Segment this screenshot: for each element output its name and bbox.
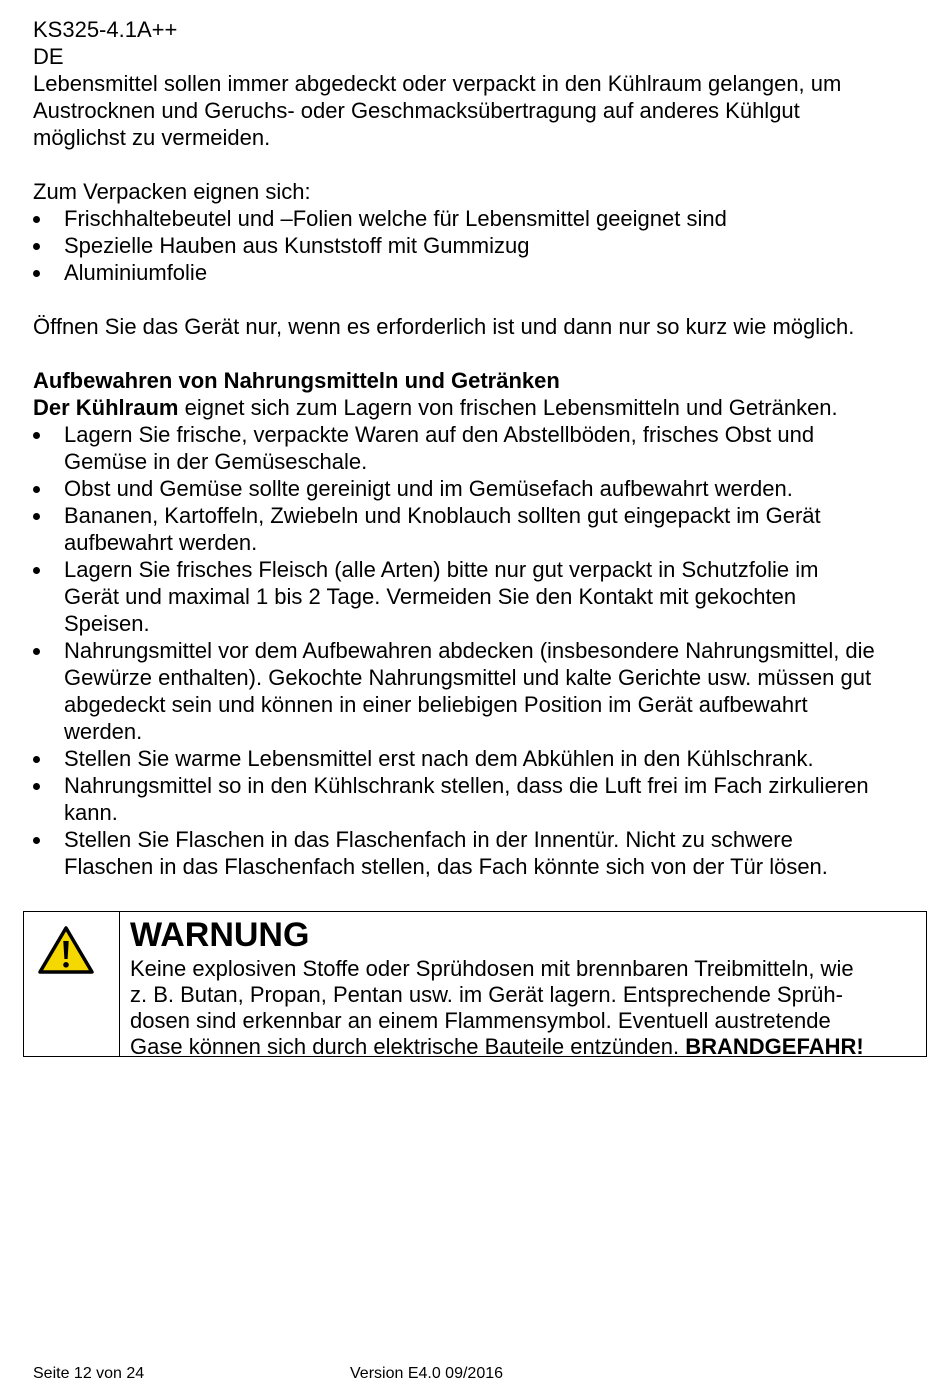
bullet-icon xyxy=(33,783,40,790)
intro-paragraph xyxy=(33,70,923,151)
bullet-icon xyxy=(33,486,40,493)
bullet-icon xyxy=(33,216,40,223)
page-number: Seite 12 von 24 xyxy=(33,1365,145,1382)
list-item: Lagern Sie frisches Fleisch (alle Arten) bitte nur gut verpackt in Schutzfolie im Gerät und maximal 1 bis 2 Tage. Vermeiden Sie den Kontakt mit gekochten Speisen. xyxy=(33,556,923,637)
packaging-heading: Zum Verpacken eignen sich: xyxy=(33,179,311,204)
warning-icon-cell xyxy=(24,912,120,1056)
list-item: Obst und Gemüse sollte gereinigt und im Gemüsefach aufbewahrt werden. xyxy=(33,475,923,502)
bullet-icon xyxy=(33,243,40,250)
bullet-icon xyxy=(33,270,40,277)
document-page xyxy=(33,16,923,880)
list-item: Aluminiumfolie xyxy=(33,259,923,286)
storage-intro-rest: eignet sich zum Lagern von frischen Lebensmitteln und Getränken. xyxy=(178,395,838,420)
bullet-icon xyxy=(33,756,40,763)
list-item: Frischhaltebeutel und –Folien welche für Lebensmittel geeignet sind xyxy=(33,205,923,232)
list-item: Lagern Sie frische, verpackte Waren auf den Abstellböden, frisches Obst und Gemüse in der Gemüseschale. xyxy=(33,421,923,475)
warning-title: WARNUNG xyxy=(130,916,310,954)
intro-line: Lebensmittel sollen immer abgedeckt oder verpackt in den Kühlraum gelangen, um xyxy=(33,71,842,96)
bullet-icon xyxy=(33,513,40,520)
open-door-note: Öffnen Sie das Gerät nur, wenn es erforderlich ist und dann nur so kurz wie möglich. xyxy=(33,314,855,339)
list-item: Stellen Sie warme Lebensmittel erst nach dem Abkühlen in den Kühlschrank. xyxy=(33,745,923,772)
list-item: Nahrungsmittel so in den Kühlschrank stellen, dass die Luft frei im Fach zirkulieren kann. xyxy=(33,772,923,826)
list-item: Bananen, Kartoffeln, Zwiebeln und Knoblauch sollten gut eingepackt im Gerät aufbewahrt werden. xyxy=(33,502,923,556)
list-item: Spezielle Hauben aus Kunststoff mit Gummizug xyxy=(33,232,923,259)
warning-text-cell xyxy=(120,912,926,1059)
storage-intro xyxy=(33,394,923,421)
storage-heading: Aufbewahren von Nahrungsmitteln und Getränken xyxy=(33,368,560,393)
bullet-icon xyxy=(33,432,40,439)
bullet-icon xyxy=(33,567,40,574)
list-item: Stellen Sie Flaschen in das Flaschenfach in der Innentür. Nicht zu schwere Flaschen in das Flaschenfach stellen, das Fach könnte sich von der Tür lösen. xyxy=(33,826,923,880)
model-number: KS325-4.1A++ xyxy=(33,17,178,42)
fire-hazard-label: BRANDGEFAHR! xyxy=(685,1034,864,1059)
storage-list xyxy=(33,421,923,880)
storage-intro-bold: Der Kühlraum xyxy=(33,395,179,420)
intro-line: möglichst zu vermeiden. xyxy=(33,125,271,150)
warning-body: Keine explosiven Stoffe oder Sprühdosen mit brennbaren Treibmitteln, wie z. B. Butan, Propan, Pentan usw. im Gerät lagern. Entsprechende Sprüh- dosen sind erkennbar an einem Flammensymbol. Eventuell austretende Gase können sich durch elektrische Bauteile entzünden. BRANDGEFAHR! xyxy=(130,956,864,1059)
bullet-icon xyxy=(33,648,40,655)
bullet-icon xyxy=(33,837,40,844)
intro-line: Austrocknen und Geruchs- oder Geschmacksübertragung auf anderes Kühlgut xyxy=(33,98,800,123)
packaging-list xyxy=(33,205,923,286)
document-version: Version E4.0 09/2016 xyxy=(350,1365,504,1382)
list-item: Nahrungsmittel vor dem Aufbewahren abdecken (insbesondere Nahrungsmittel, die Gewürze enthalten). Gekochte Nahrungsmittel und kalte Gerichte usw. müssen gut abgedeckt sein und können in einer beliebigen Position im Gerät aufbewahrt werden. xyxy=(33,637,923,745)
warning-box xyxy=(23,911,927,1057)
language-code: DE xyxy=(33,44,64,69)
warning-triangle-icon xyxy=(37,925,95,975)
